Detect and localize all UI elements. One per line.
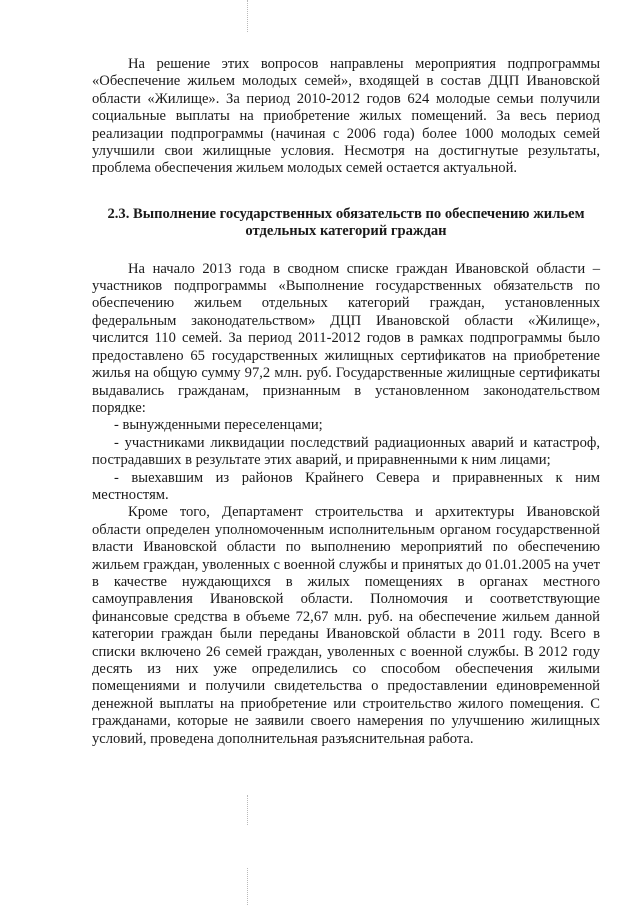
paragraph-certificates: На начало 2013 года в сводном списке граждан Ивановской области – участников подпрограммы «Выполнение государственных обязательств по обеспечению жильем отдельных категорий граждан, установленных федеральным законодательством» ДЦП Ивановской области «Жилище», числится 110 семей. За период 2011-2012 годов в рамках подпрограммы было предоставлено 65 государственных жилищных сертификатов на приобретение жилья на общую сумму 97,2 млн. руб. Государственные жилищные сертификаты выдавались гражданам, признанным в установленном законодательством порядке: (92, 260, 600, 416)
scan-margin-mark (247, 795, 249, 825)
list-item: - выехавшим из районов Крайнего Севера и приравненных к ним местностям. (92, 469, 600, 503)
scan-margin-mark (247, 868, 249, 905)
paragraph-military: Кроме того, Департамент строительства и архитектуры Ивановской области определен уполномоченным исполнительным органом государственной власти Ивановской области по выполнению мероприятий по обеспечению жильем граждан, уволенных с военной службы и принятых до 01.01.2005 на учет в качестве нуждающихся в жилых помещениях в органах местного самоуправления Ивановской области. Полномочия и соответствующие финансовые средства в объеме 72,67 млн. руб. на обеспечение жильем данной категории граждан были переданы Ивановской области в 2011 году. Всего в списки включено 26 семей граждан, уволенных с военной службы. В 2012 году десять из них уже определились со способом обеспечения жилыми помещениями и получили свидетельства о предоставлении единовременной денежной выплаты на приобретение или строительство жилого помещения. С гражданами, которые не заявили своего намерения по улучшению жилищных условий, проведена дополнительная разъяснительная работа. (92, 504, 600, 747)
list-item: - участниками ликвидации последствий радиационных аварий и катастроф, пострадавших в результате этих аварий, и приравненными к ним лицами; (92, 434, 600, 469)
intro-paragraph: На решение этих вопросов направлены мероприятия подпрограммы «Обеспечение жильем молодых семей», входящей в состав ДЦП Ивановской области «Жилище». За период 2010-2012 годов 624 молодые семьи получили социальные выплаты на приобретение жилых помещений. За весь период реализации подпрограммы (начиная с 2006 года) более 1000 молодых семей улучшили свои жилищные условия. Несмотря на достигнутые результаты, проблема обеспечения жильем молодых семей остается актуальной. (92, 56, 600, 177)
list-item: - вынужденными переселенцами; (114, 417, 323, 434)
document-body (92, 56, 600, 748)
scan-margin-mark (247, 0, 249, 32)
section-heading: 2.3. Выполнение государственных обязательств по обеспечению жильем отдельных категорий граждан (107, 205, 585, 240)
